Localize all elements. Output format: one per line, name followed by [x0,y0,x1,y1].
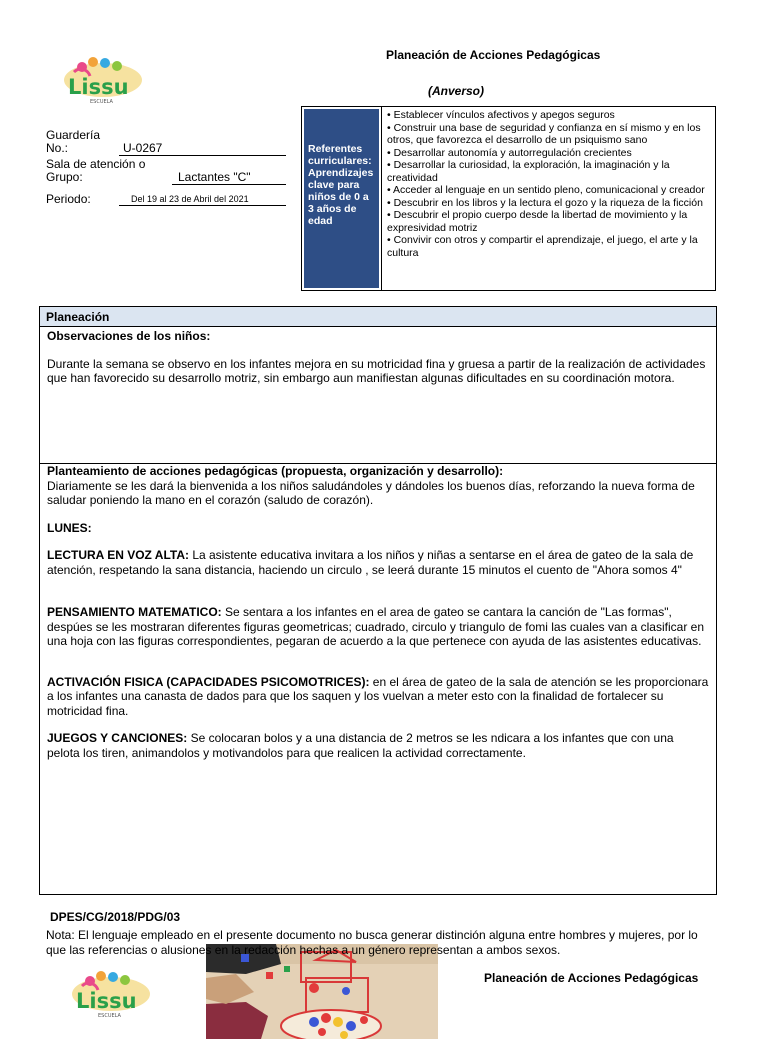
svg-text:ESCUELA: ESCUELA [90,99,113,105]
activity-paragraph [47,731,709,760]
referentes-label: Referentes curriculares: Aprendizajes clave para niños de 0 a 3 años de edad [304,109,379,288]
activity-paragraph [47,605,709,649]
lissu-logo-footer [70,970,152,1022]
periodo-label: Periodo: [46,192,91,206]
svg-text:ESCUELA: ESCUELA [98,1013,121,1019]
activity-text: Se colocaran bolos y a una distancia de 2 metros se les ndicara a los infantes que con una pelota los tiren, animandolos y motivandolos para que realicen la actividad correctamente. [47,731,674,760]
document-title: Planeación de Acciones Pedagógicas [386,48,601,62]
referente-item: • Establecer vínculos afectivos y apegos seguros [387,109,615,121]
activity-paragraph [47,548,709,577]
referentes-box [301,106,716,291]
referente-item: • Acceder al lenguaje en un sentido pleno, comunicacional y creador [387,184,705,196]
referente-item: • Descubrir el propio cuerpo desde la libertad de movimiento y la expresividad motriz [387,209,688,234]
observaciones-section [40,327,716,464]
activity-title: LECTURA EN VOZ ALTA: [47,548,189,562]
activity-title: JUEGOS Y CANCIONES: [47,731,188,745]
footer-title: Planeación de Acciones Pedagógicas [484,971,699,985]
activity-text: en el área de gateo de la sala de atención se les proporcionara a los infantes una canasta de dados para que los saquen y los vuelvan a meter esto con la finalidad de fortalecer su motricidad fina. [47,674,709,718]
observaciones-title: Observaciones de los niños: [47,329,211,343]
referente-item: • Construir una base de seguridad y confianza en sí mismo y en los otros, que favorezca el desarrollo de un psiquismo sano [387,121,701,146]
svg-text:Lissu: Lissu [68,75,129,99]
document-subtitle: (Anverso) [428,84,485,98]
referente-item: • Descubrir en los libros y la lectura el gozo y la riqueza de la ficción [387,196,703,209]
guarderia-label: Guardería [46,128,101,142]
activity-text: Se sentara a los infantes en el area de gateo se cantara la canción de "Las formas", despúes se les mostraran diferentes figuras geometricas; cuadrado, circulo y triangulo de fomi las cuales van a clasificar en una hoja con las figuras correspondientes, pegaran de acuerdo a la que pertenece con ayuda de las asistentes educativas. [47,605,704,648]
activity-text: La asistente educativa invitara a los niños y niñas a sentarse en el área de gateo de la sala de atención, respetando la sana distancia, haciendo un circulo , se leerá durante 15 minutos el cuento de "Ahora somos 4" [47,548,694,577]
referente-item: • Desarrollar autonomía y autorregulación crecientes [387,146,632,159]
lissu-logo [62,56,144,108]
acciones-section [40,464,716,894]
svg-text:Lissu: Lissu [76,989,137,1013]
planeacion-header: Planeación [40,307,716,327]
referente-item: • Convivir con otros y compartir el aprendizaje, el juego, el arte y la cultura [387,234,698,259]
planeacion-box [39,306,717,895]
acciones-intro: Diariamente se les dará la bienvenida a los niños saludándoles y dándoles los buenos días, reforzando la nueva forma de saludar poniendo la mano en el corazón (saludo de corazón). [47,478,695,507]
activity-photo [206,944,438,1039]
periodo-value: Del 19 al 23 de Abril del 2021 [119,194,286,206]
activity-title: PENSAMIENTO MATEMATICO: [47,605,222,619]
document-code: DPES/CG/2018/PDG/03 [50,910,181,924]
footer-note: Nota: El lenguaje empleado en el presente documento no busca generar distinción alguna entre hombres y mujeres, por lo que las referencias o alusiones en la redacción hechas a un género representan a ambos sexos. [46,928,698,957]
acciones-title: Planteamiento de acciones pedagógicas (propuesta, organización y desarrollo): [47,464,504,478]
activity-paragraph [47,675,709,719]
grupo-value: Lactantes "C" [172,170,286,185]
sala-label: Sala de atención o [46,157,146,171]
no-label: No.: [46,141,69,155]
day-label: LUNES: [47,520,92,535]
no-value: U-0267 [119,141,286,156]
referentes-list [381,107,715,290]
activity-title: ACTIVACIÓN FISICA (CAPACIDADES PSICOMOTRICES): [47,674,370,689]
referente-item: • Desarrollar la curiosidad, la exploración, la imaginación y la creatividad [387,159,670,184]
observaciones-text: Durante la semana se observo en los infantes mejora en su motricidad fina y gruesa a partir de la realización de actividades que han favorecido su desarrollo motriz, sin embargo aun manifiestan algunas dificultades en su coordinación motora. [47,356,706,385]
grupo-label: Grupo: [46,170,83,184]
